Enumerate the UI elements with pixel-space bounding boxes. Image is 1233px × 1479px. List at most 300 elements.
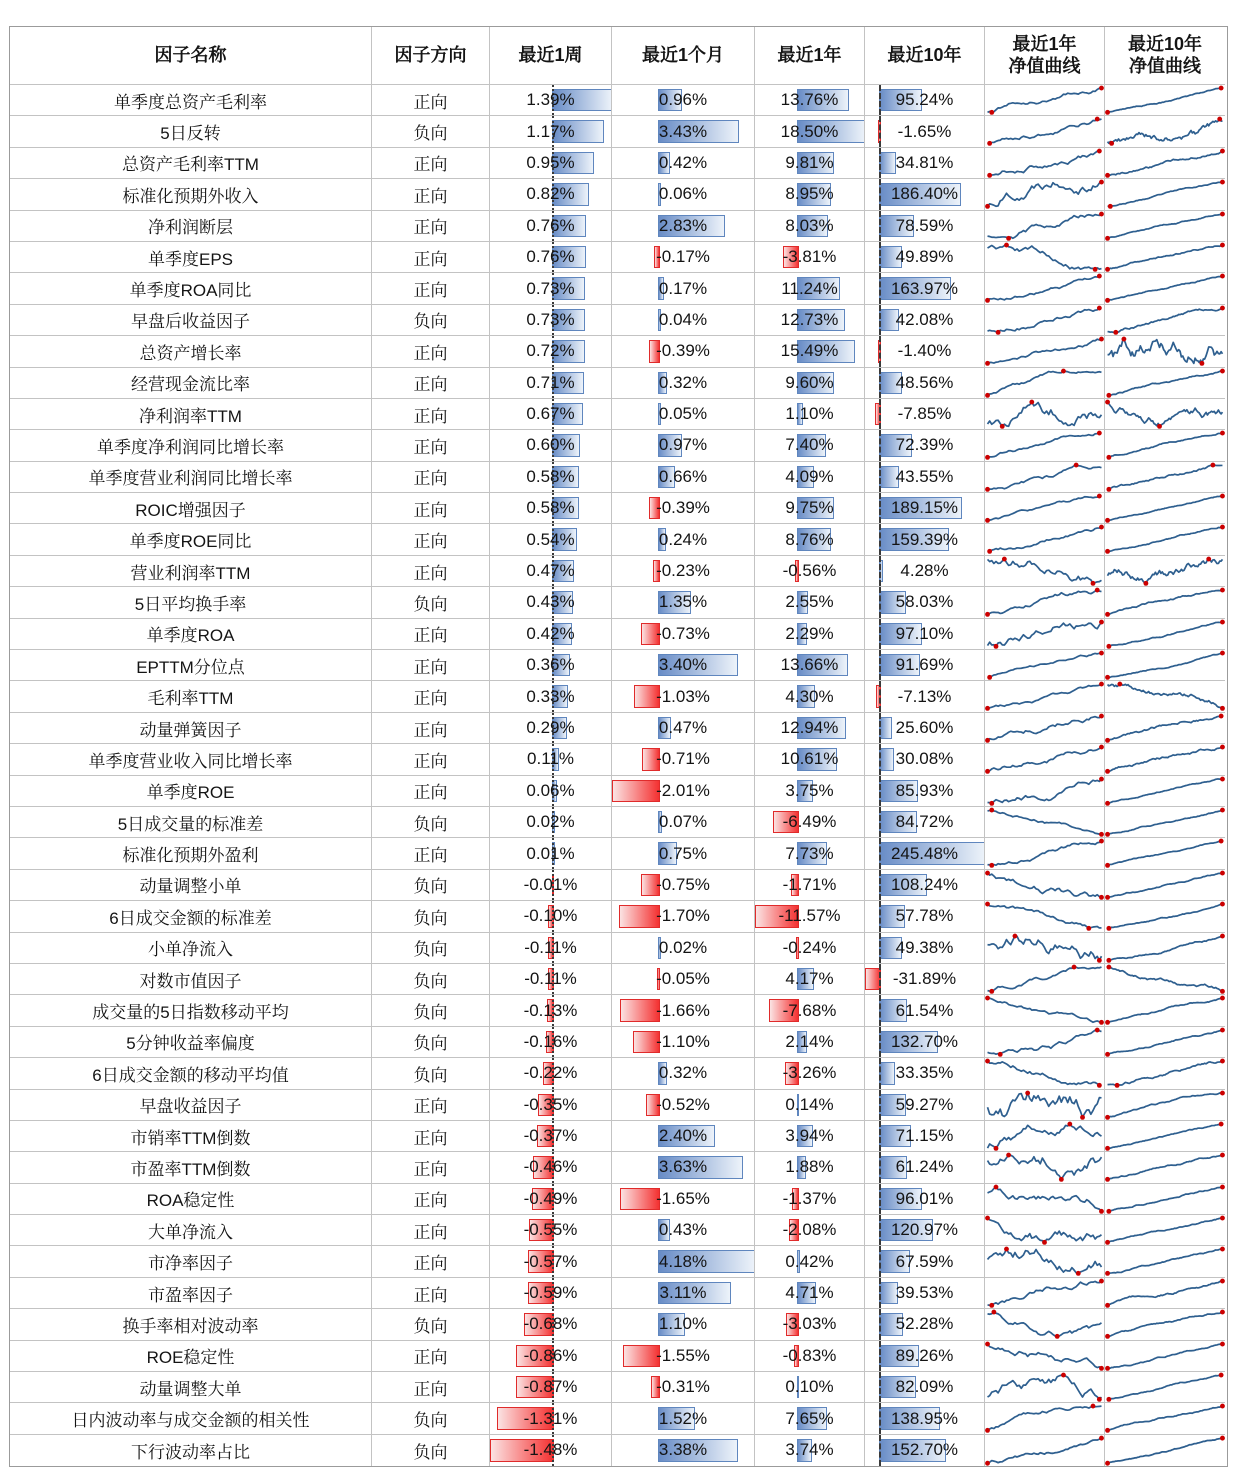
sparkline-1y-chart xyxy=(985,1090,1104,1120)
value-cell-ten_year xyxy=(865,650,985,681)
high-point-marker xyxy=(1220,211,1225,216)
high-point-marker xyxy=(1219,1121,1224,1126)
value-cell-week xyxy=(490,1121,612,1152)
sparkline-10y-cell xyxy=(1105,1058,1225,1089)
factor-direction: 负向 xyxy=(413,1065,448,1085)
bar-axis-line xyxy=(879,1435,881,1466)
low-point-marker xyxy=(1105,738,1110,743)
low-point-marker xyxy=(985,612,990,617)
factor-direction: 正向 xyxy=(413,563,448,583)
value-cell-year xyxy=(755,1309,865,1340)
factor-name: 单季度营业收入同比增长率 xyxy=(88,751,293,771)
sparkline-10y-chart xyxy=(1105,619,1225,649)
value-cell-year xyxy=(755,85,865,116)
low-point-marker xyxy=(985,518,990,523)
value-cell-year xyxy=(755,1278,865,1309)
sparkline-1y-chart xyxy=(985,116,1104,146)
high-point-marker xyxy=(1099,682,1104,687)
sparkline-10y-chart xyxy=(1105,211,1225,241)
sparkline-10y-chart xyxy=(1105,807,1225,837)
low-point-marker xyxy=(1091,581,1096,586)
value-text: 0.43% xyxy=(526,592,575,612)
value-text: 18.50% xyxy=(780,121,839,141)
value-cell-ten_year xyxy=(865,556,985,587)
table-row xyxy=(10,179,1227,210)
value-text: 0.14% xyxy=(785,1094,834,1114)
sparkline-1y-cell xyxy=(985,713,1105,744)
sparkline-1y-cell xyxy=(985,399,1105,430)
factor-name: 日内波动率与成交金额的相关性 xyxy=(71,1411,310,1431)
sparkline-1y-chart xyxy=(985,1403,1104,1433)
sparkline-1y-chart xyxy=(985,524,1104,554)
low-point-marker xyxy=(985,455,990,460)
low-point-marker xyxy=(985,706,990,711)
value-cell-year xyxy=(755,995,865,1026)
table-row xyxy=(10,524,1227,555)
value-cell-week xyxy=(490,85,612,116)
sparkline-10y-chart xyxy=(1105,524,1225,554)
value-text: 7.65% xyxy=(785,1408,834,1428)
factor-name-cell xyxy=(10,619,372,650)
high-point-marker xyxy=(1220,525,1225,530)
sparkline-10y-cell xyxy=(1105,1246,1225,1277)
table-row xyxy=(10,399,1227,430)
factor-name-cell xyxy=(10,1184,372,1215)
factor-direction: 正向 xyxy=(413,500,448,520)
value-text: 132.70% xyxy=(890,1031,959,1051)
value-cell-month xyxy=(612,493,755,524)
value-cell-month xyxy=(612,838,755,869)
factor-name-cell xyxy=(10,901,372,932)
high-point-marker xyxy=(1220,870,1225,875)
value-text: 2.29% xyxy=(785,623,834,643)
value-cell-year xyxy=(755,211,865,242)
value-text: -31.89% xyxy=(892,969,957,989)
value-cell-week xyxy=(490,776,612,807)
factor-direction: 正向 xyxy=(413,626,448,646)
bar-axis-line xyxy=(879,1246,881,1276)
sparkline-10y-chart xyxy=(1105,933,1225,963)
low-point-marker xyxy=(985,298,990,303)
high-point-marker xyxy=(1006,1153,1011,1158)
low-point-marker xyxy=(1105,1271,1110,1276)
factor-name-cell xyxy=(10,995,372,1026)
value-cell-ten_year xyxy=(865,1278,985,1309)
value-text: 0.07% xyxy=(658,812,708,832)
high-point-marker xyxy=(1220,996,1225,1001)
sparkline-1y-chart xyxy=(985,1121,1104,1151)
value-cell-month xyxy=(612,1121,755,1152)
low-point-marker xyxy=(994,1146,999,1151)
sparkline-10y-cell xyxy=(1105,933,1225,964)
high-point-marker xyxy=(1095,1027,1100,1032)
sparkline-1y-chart xyxy=(985,368,1104,398)
table-row xyxy=(10,964,1227,995)
bar-axis-line xyxy=(879,148,881,178)
value-text: -0.87% xyxy=(523,1377,578,1397)
high-point-marker xyxy=(1099,337,1104,342)
sparkline-1y-chart xyxy=(985,179,1104,209)
low-point-marker xyxy=(1106,926,1111,931)
table-row xyxy=(10,650,1227,681)
bar-axis-line xyxy=(879,964,881,994)
value-cell-month xyxy=(612,1403,755,1434)
low-point-marker xyxy=(1157,424,1162,429)
value-text: 0.72% xyxy=(526,341,575,361)
factor-direction: 负向 xyxy=(413,877,448,897)
value-cell-month xyxy=(612,1058,755,1089)
value-cell-year xyxy=(755,744,865,775)
low-point-marker xyxy=(1105,1020,1110,1025)
value-cell-year xyxy=(755,1152,865,1183)
table-row xyxy=(10,838,1227,869)
sparkline-1y-chart xyxy=(985,1372,1104,1402)
value-cell-year xyxy=(755,305,865,336)
value-text: 61.24% xyxy=(895,1157,954,1177)
high-point-marker xyxy=(1121,337,1126,342)
sparkline-10y-cell xyxy=(1105,273,1225,304)
value-cell-month xyxy=(612,933,755,964)
value-cell-ten_year xyxy=(865,807,985,838)
value-cell-ten_year xyxy=(865,1184,985,1215)
sparkline-1y-chart xyxy=(985,462,1104,492)
value-text: 0.06% xyxy=(658,184,708,204)
bar-axis-line xyxy=(879,1152,881,1182)
factor-direction: 正向 xyxy=(413,1128,448,1148)
value-text: -1.48% xyxy=(523,1440,578,1460)
value-cell-month xyxy=(612,1341,755,1372)
low-point-marker xyxy=(1115,1083,1120,1088)
factor-name-cell xyxy=(10,305,372,336)
value-text: 3.75% xyxy=(785,780,834,800)
high-point-marker xyxy=(1099,180,1104,185)
value-cell-week xyxy=(490,556,612,587)
sparkline-1y-chart xyxy=(985,681,1104,711)
high-point-marker xyxy=(1002,556,1007,561)
value-cell-week xyxy=(490,368,612,399)
value-text: 7.40% xyxy=(785,435,834,455)
value-cell-year xyxy=(755,399,865,430)
value-cell-year xyxy=(755,807,865,838)
sparkline-1y-cell xyxy=(985,179,1105,210)
table-row xyxy=(10,493,1227,524)
sparkline-1y-cell xyxy=(985,1184,1105,1215)
factor-direction: 负向 xyxy=(413,124,448,144)
value-cell-ten_year xyxy=(865,462,985,493)
bar-axis-line xyxy=(879,1121,881,1151)
low-point-marker xyxy=(1105,110,1110,115)
factor-direction: 正向 xyxy=(413,155,448,175)
low-point-marker xyxy=(1097,1083,1102,1088)
low-point-marker xyxy=(987,141,992,146)
factor-name: 标准化预期外盈利 xyxy=(122,846,259,866)
factor-direction-cell xyxy=(372,1435,490,1466)
value-text: 0.33% xyxy=(526,686,575,706)
sparkline-10y-cell xyxy=(1105,368,1225,399)
bar-axis-line xyxy=(879,870,881,900)
high-point-marker xyxy=(1099,745,1104,750)
value-cell-month xyxy=(612,776,755,807)
sparkline-10y-chart xyxy=(1105,399,1225,429)
low-point-marker xyxy=(1105,1240,1110,1245)
high-point-marker xyxy=(1013,933,1018,938)
sparkline-1y-chart xyxy=(985,838,1104,868)
table-row xyxy=(10,336,1227,367)
low-point-marker xyxy=(1106,1209,1111,1214)
value-text: 3.63% xyxy=(658,1157,708,1177)
header-label: 净值曲线 xyxy=(1129,55,1201,76)
factor-name: 单季度净利润同比增长率 xyxy=(97,437,284,457)
value-text: -0.57% xyxy=(523,1251,578,1271)
factor-direction: 正向 xyxy=(413,469,448,489)
low-point-marker xyxy=(1105,518,1110,523)
factor-direction-cell xyxy=(372,273,490,304)
factor-name: 总资产毛利率TTM xyxy=(122,155,259,175)
value-text: 0.24% xyxy=(658,529,708,549)
sparkline-1y-cell xyxy=(985,430,1105,461)
value-text: 0.06% xyxy=(526,780,575,800)
value-text: 91.69% xyxy=(895,655,954,675)
factor-name-cell xyxy=(10,776,372,807)
low-point-marker xyxy=(1105,549,1110,554)
value-text: 84.72% xyxy=(895,812,954,832)
value-cell-year xyxy=(755,1058,865,1089)
sparkline-1y-cell xyxy=(985,807,1105,838)
low-point-marker xyxy=(1080,1114,1085,1119)
factor-direction-cell xyxy=(372,336,490,367)
low-point-marker xyxy=(1105,612,1110,617)
low-point-marker xyxy=(1220,706,1225,711)
sparkline-10y-cell xyxy=(1105,1121,1225,1152)
factor-direction: 正向 xyxy=(413,657,448,677)
sparkline-1y-chart xyxy=(985,430,1104,460)
factor-name: 动量调整大单 xyxy=(139,1379,242,1399)
value-text: 13.76% xyxy=(780,90,839,110)
factor-name: 单季度营业利润同比增长率 xyxy=(88,469,293,489)
table-row xyxy=(10,776,1227,807)
header-factor-name xyxy=(10,27,372,85)
high-point-marker xyxy=(1004,243,1009,248)
factor-name-cell xyxy=(10,1372,372,1403)
sparkline-10y-cell xyxy=(1105,556,1225,587)
bar-axis-line xyxy=(879,713,881,743)
factor-direction-cell xyxy=(372,838,490,869)
sparkline-1y-chart xyxy=(985,556,1104,586)
high-point-marker xyxy=(985,870,990,875)
table-row xyxy=(10,1090,1227,1121)
value-text: 96.01% xyxy=(895,1188,954,1208)
sparkline-10y-chart xyxy=(1105,1372,1225,1402)
sparkline-1y-chart xyxy=(985,650,1104,680)
value-cell-year xyxy=(755,1121,865,1152)
sparkline-1y-cell xyxy=(985,1058,1105,1089)
sparkline-1y-cell xyxy=(985,1121,1105,1152)
value-text: 12.94% xyxy=(780,718,839,737)
value-text: -0.55% xyxy=(523,1220,578,1240)
low-point-marker xyxy=(1106,957,1111,962)
value-text: -7.68% xyxy=(782,1000,837,1020)
factor-direction: 正向 xyxy=(413,1222,448,1242)
bar-axis-line xyxy=(879,650,881,680)
low-point-marker xyxy=(996,330,1001,335)
table-row xyxy=(10,1372,1227,1403)
sparkline-1y-chart xyxy=(985,807,1104,837)
bar-axis-line xyxy=(879,776,881,806)
value-cell-week xyxy=(490,1403,612,1434)
value-text: 0.32% xyxy=(658,1063,708,1083)
value-text: 97.10% xyxy=(895,623,954,643)
factor-name: ROE稳定性 xyxy=(146,1348,235,1368)
low-point-marker xyxy=(994,644,999,649)
value-cell-week xyxy=(490,619,612,650)
value-text: 13.66% xyxy=(780,655,839,675)
value-cell-month xyxy=(612,211,755,242)
low-point-marker xyxy=(1076,1271,1081,1276)
factor-direction-cell xyxy=(372,1341,490,1372)
high-point-marker xyxy=(1220,808,1225,813)
value-text: 8.95% xyxy=(785,184,834,204)
value-text: 4.09% xyxy=(785,466,834,486)
high-point-marker xyxy=(994,1184,999,1189)
factor-name-cell xyxy=(10,273,372,304)
factor-name-cell xyxy=(10,807,372,838)
header-last-1-month xyxy=(612,27,755,85)
value-text: 3.40% xyxy=(658,655,708,675)
low-point-marker xyxy=(987,675,992,680)
sparkline-10y-chart xyxy=(1105,1403,1225,1433)
bar-axis-line xyxy=(879,242,881,272)
value-cell-week xyxy=(490,681,612,712)
table-row xyxy=(10,1309,1227,1340)
sparkline-1y-chart xyxy=(985,1278,1104,1308)
high-point-marker xyxy=(1074,462,1079,467)
value-cell-week xyxy=(490,305,612,336)
factor-direction: 正向 xyxy=(413,751,448,771)
value-text: 189.15% xyxy=(890,498,959,518)
high-point-marker xyxy=(989,808,994,813)
bar-axis-line xyxy=(879,273,881,303)
sparkline-10y-cell xyxy=(1105,964,1225,995)
high-point-marker xyxy=(1220,1341,1225,1346)
high-point-marker xyxy=(1095,117,1100,122)
factor-name: 5日成交量的标准差 xyxy=(117,814,264,834)
high-point-marker xyxy=(1220,1247,1225,1252)
sparkline-10y-cell xyxy=(1105,1152,1225,1183)
value-text: 0.17% xyxy=(658,278,708,298)
sparkline-1y-chart xyxy=(985,1152,1104,1182)
bar-axis-line xyxy=(879,368,881,398)
factor-name-cell xyxy=(10,211,372,242)
value-text: 11.24% xyxy=(781,278,838,298)
table-row xyxy=(10,587,1227,618)
sparkline-1y-chart xyxy=(985,399,1104,429)
value-text: 0.32% xyxy=(658,372,708,392)
factor-name: EPTTM分位点 xyxy=(136,657,245,677)
value-cell-month xyxy=(612,1278,755,1309)
value-cell-ten_year xyxy=(865,399,985,430)
low-point-marker xyxy=(1105,1177,1110,1182)
value-text: 2.83% xyxy=(658,215,708,235)
value-text: 159.39% xyxy=(890,529,959,549)
sparkline-1y-cell xyxy=(985,148,1105,179)
table-row xyxy=(10,1435,1227,1466)
high-point-marker xyxy=(1117,682,1122,687)
sparkline-1y-chart xyxy=(985,242,1104,272)
bar-axis-line xyxy=(879,305,881,335)
factor-name: 小单净流入 xyxy=(148,940,233,960)
factor-name: 净利润断层 xyxy=(148,218,233,238)
factor-name: 成交量的5日指数移动平均 xyxy=(92,1003,289,1023)
value-text: 9.81% xyxy=(785,152,834,172)
high-point-marker xyxy=(1220,148,1225,153)
sparkline-10y-chart xyxy=(1105,870,1225,900)
sparkline-10y-chart xyxy=(1105,681,1225,711)
bar-axis-line xyxy=(879,619,881,649)
value-text: 52.28% xyxy=(895,1314,954,1334)
factor-name: ROIC增强因子 xyxy=(135,500,246,520)
factor-direction: 负向 xyxy=(413,1034,448,1054)
high-point-marker xyxy=(1025,1090,1030,1095)
value-text: 0.66% xyxy=(658,466,708,486)
low-point-marker xyxy=(989,801,994,806)
low-point-marker xyxy=(1055,1334,1060,1339)
header-label: 因子名称 xyxy=(154,44,227,65)
factor-name: 市销率TTM倒数 xyxy=(130,1128,251,1148)
value-cell-ten_year xyxy=(865,619,985,650)
sparkline-10y-cell xyxy=(1105,1435,1225,1466)
table-row xyxy=(10,430,1227,461)
sparkline-1y-cell xyxy=(985,1403,1105,1434)
value-cell-ten_year xyxy=(865,336,985,367)
data-bar xyxy=(879,748,894,770)
value-cell-year xyxy=(755,524,865,555)
value-cell-ten_year xyxy=(865,1403,985,1434)
sparkline-1y-cell xyxy=(985,619,1105,650)
factor-name: 市盈率因子 xyxy=(148,1285,233,1305)
high-point-marker xyxy=(1097,305,1102,310)
high-point-marker xyxy=(1004,1247,1009,1252)
high-point-marker xyxy=(1091,1404,1096,1409)
low-point-marker xyxy=(1093,267,1098,272)
value-cell-ten_year xyxy=(865,1309,985,1340)
value-text: -0.46% xyxy=(523,1157,578,1177)
bar-axis-line xyxy=(879,1027,881,1057)
value-text: 4.71% xyxy=(785,1283,834,1303)
value-cell-ten_year xyxy=(865,85,985,116)
value-cell-ten_year xyxy=(865,368,985,399)
value-cell-month xyxy=(612,587,755,618)
value-cell-ten_year xyxy=(865,1341,985,1372)
value-cell-week xyxy=(490,399,612,430)
value-text: -0.10% xyxy=(523,906,578,926)
value-text: 0.29% xyxy=(526,718,575,737)
factor-direction-cell xyxy=(372,1090,490,1121)
value-cell-ten_year xyxy=(865,1058,985,1089)
value-cell-month xyxy=(612,713,755,744)
factor-direction: 正向 xyxy=(413,1285,448,1305)
low-point-marker xyxy=(985,1428,990,1433)
factor-direction: 负向 xyxy=(413,940,448,960)
high-point-marker xyxy=(1099,619,1104,624)
factor-name: 营业利润率TTM xyxy=(130,563,251,583)
value-cell-year xyxy=(755,933,865,964)
high-point-marker xyxy=(1106,965,1111,970)
value-text: 3.94% xyxy=(785,1126,834,1146)
value-text: 67.59% xyxy=(895,1251,954,1271)
sparkline-10y-chart xyxy=(1105,713,1225,743)
value-text: -2.01% xyxy=(656,780,710,800)
high-point-marker xyxy=(1099,525,1104,530)
